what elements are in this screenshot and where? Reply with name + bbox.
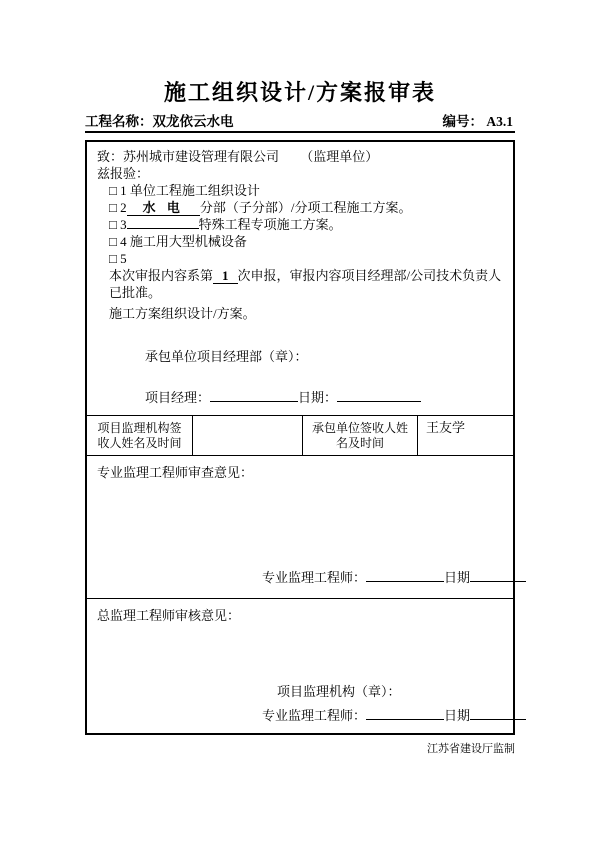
- check-item-2-suffix: 分部（子分部）/分项工程施工方案。: [199, 200, 412, 215]
- recipient-text: 致：苏州城市建设管理有限公司: [97, 149, 280, 164]
- report-intro: 兹报验：: [97, 166, 150, 181]
- audit-sign-line: [262, 705, 526, 724]
- check-item-4: □ 4 施工用大型机械设备: [109, 234, 247, 249]
- audit-engineer-label: 专业监理工程师：: [262, 708, 367, 723]
- header-row: [85, 110, 515, 130]
- manager-name-blank: [210, 389, 298, 402]
- supervisor-note: （监理单位）: [300, 149, 379, 164]
- check-item-2-fill: 水 电: [127, 200, 200, 216]
- review-engineer-blank: [366, 569, 444, 582]
- check-item-3-suffix: 特殊工程专项施工方案。: [198, 217, 342, 232]
- signature-row: [87, 415, 513, 455]
- declaration-post: 次申报，审报内容项目经理部/公司技术负责人已批准。: [109, 268, 502, 300]
- contractor-sign-label-cell: 承包单位签收人姓名及时间: [302, 416, 417, 455]
- form-table: [85, 140, 515, 735]
- check-item-3-fill: [127, 216, 199, 229]
- review-date-blank: [470, 569, 526, 582]
- check-item-3: [97, 216, 503, 233]
- org-stamp-line: 项目监理机构（章）：: [277, 684, 401, 699]
- check-item-2: [97, 199, 503, 216]
- audit-date-blank: [470, 707, 526, 720]
- review-date-label: 日期: [444, 570, 471, 585]
- check-item-3-prefix: □ 3: [109, 217, 127, 232]
- section-review: [87, 455, 513, 598]
- check-item-5: □ 5: [109, 251, 127, 266]
- page-title: 施工组织设计/方案报审表: [163, 80, 437, 105]
- project-manager-line: [145, 389, 503, 406]
- to-line: [97, 148, 503, 165]
- check-item-2-prefix: □ 2: [109, 200, 127, 215]
- contractor-stamp-line: 承包单位项目经理部（章）：: [145, 349, 308, 364]
- check-item-1: □ 1 单位工程施工组织设计: [109, 183, 260, 198]
- manager-date-label: 日期：: [298, 390, 338, 405]
- doc-number-label: 编号： A3.1: [442, 114, 513, 129]
- declaration-line: [97, 267, 503, 301]
- page-footer: 江苏省建设厅监制: [427, 743, 515, 755]
- section-audit: [87, 598, 513, 736]
- audit-date-label: 日期: [444, 708, 471, 723]
- manager-date-blank: [337, 389, 421, 402]
- scheme-line: 施工方案组织设计/方案。: [109, 306, 256, 321]
- supervisor-sign-label-cell: 项目监理机构签收人姓名及时间: [97, 420, 182, 450]
- declaration-pre: 本次审报内容系第: [109, 268, 214, 283]
- review-sign-line: [262, 567, 526, 586]
- section-application: [87, 142, 513, 415]
- audit-engineer-blank: [366, 707, 444, 720]
- audit-heading: 总监理工程师审核意见：: [97, 608, 241, 623]
- header-divider: [85, 131, 515, 133]
- review-heading: 专业监理工程师审查意见：: [97, 465, 254, 480]
- supervisor-sign-value-cell: [192, 416, 302, 455]
- contractor-sign-value-cell: 王友学: [417, 416, 513, 455]
- declaration-count: 1: [213, 268, 238, 284]
- project-name-label: 工程名称：双龙依云水电: [85, 114, 234, 129]
- review-engineer-label: 专业监理工程师：: [262, 570, 367, 585]
- manager-label: 项目经理：: [145, 390, 211, 405]
